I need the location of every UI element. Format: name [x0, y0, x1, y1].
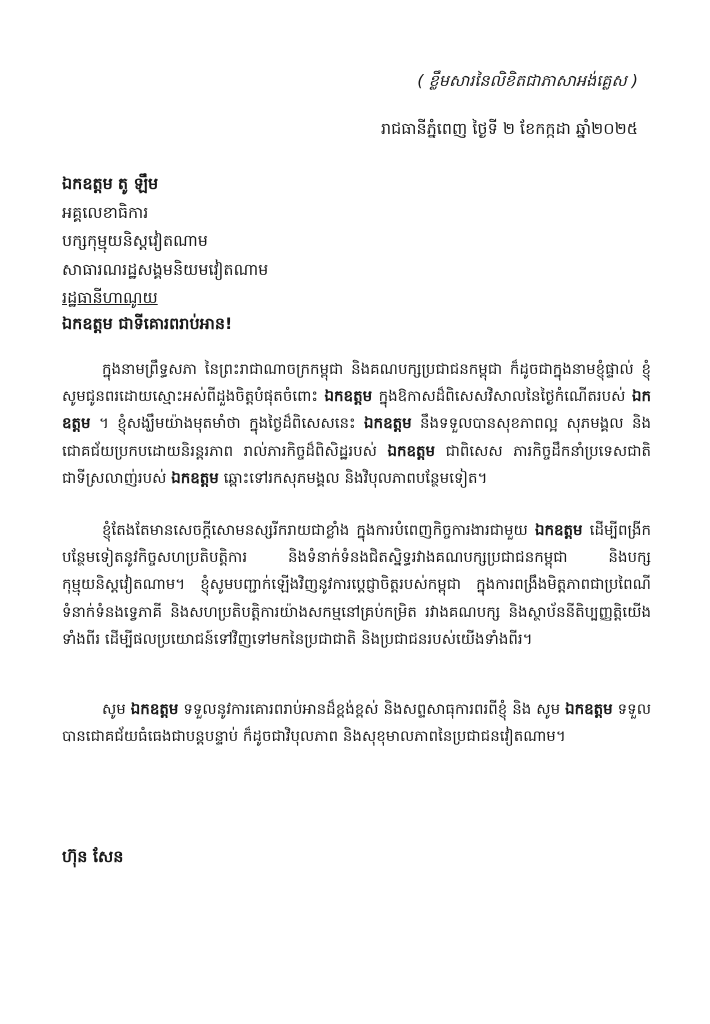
p2-text-2: ដើម្បីពង្រីកបន្ថែមទៀតនូវកិច្ចសហប្រតិបត្តិការ និងទំនាក់ទំនងជិតស្និទ្ធរវាងគណបក្សប្រជាជនកម្ពុជា និងបក្សកុម្មុយនិស្តវៀតណាម។ ខ្ញុំសូមបញ្ជាក់ឡើងវិញនូវការប្តេជ្ញាចិត្តរបស់កម្ពុជា ក្នុងការពង្រឹងមិត្តភាពជាប្រពៃណី ទំនាក់ទំនងទ្វេភាគី និងសហប្រតិបត្តិការយ៉ាងសកម្មនៅគ្រប់កម្រិត រវាងគណបក្ស និងស្ថាប័ននីតិប្បញ្ញត្តិយើងទាំងពីរ ដើម្បីផលប្រយោជន៍ទៅវិញទៅមកនៃប្រជាជាតិ និងប្រជាជនរបស់យើងទាំងពីរ។: [62, 521, 651, 648]
addressee-city: រដ្ឋធានីហាណូយ: [62, 288, 158, 307]
p1-text-3: ។ ខ្ញុំសង្ឃឹមយ៉ាងមុតមាំថា ក្នុងថ្ងៃដ៏ពិសេសនេះ: [90, 414, 365, 433]
p1-text-2: ក្នុងឱកាសដ៏ពិសេសវិសាលនៃថ្ងៃកំណើតរបស់: [372, 387, 632, 406]
signature-name: ហ៊ុន សែន: [62, 847, 124, 866]
body-paragraph-2: [62, 517, 651, 653]
body-paragraph-3: [62, 696, 651, 750]
p2-text-1: ខ្ញុំតែងតែមានសេចក្តីសោមនស្សរីករាយជាខ្លាំង ក្នុងការបំពេញកិច្ចការងារជាមួយ: [102, 521, 535, 539]
p1-text-6: ឆ្ពោះទៅរកសុភមង្គល និងវិបុលភាពបន្ថែមទៀត។: [218, 468, 488, 487]
p1-honorific-2: ឯកឧត្តម: [62, 387, 651, 433]
p3-text-2: ទទួលនូវការគោរពរាប់អានដ៏ខ្ពង់ខ្ពស់ និងសព្ទសាធុការពរពីខ្ញុំ និង សូម: [178, 700, 566, 718]
p3-honorific-2: ឯកឧត្តម: [565, 700, 613, 718]
translation-note: ( ខ្លឹមសារនៃលិខិតជាភាសាអង់គ្លេស ): [417, 71, 638, 90]
body-paragraph-1: [62, 356, 651, 492]
addressee-block: [62, 170, 652, 313]
addressee-position: អគ្គលេខាធិការ: [62, 202, 149, 222]
p1-honorific-1: ឯកឧត្តម: [324, 387, 373, 406]
p1-text-5: ជាពិសេស ភារកិច្ចដឹកនាំប្រទេសជាតិជាទីស្រលាញ់របស់: [62, 441, 652, 487]
addressee-name-line: [62, 170, 652, 199]
p1-text-4: នឹងទទួលបានសុខភាពល្អ សុភមង្គល និងជោគជ័យប្រកបដោយនិរន្តរភាព រាល់ភារកិច្ចដ៏ពិសិដ្ឋរបស់: [62, 414, 651, 460]
letter-date: រាជធានីភ្នំពេញ ថ្ងៃទី ២ ខែកក្កដា ឆ្នាំ២០២៥: [380, 119, 638, 138]
p3-honorific-1: ឯកឧត្តម: [130, 700, 179, 718]
p1-text-1: ក្នុងនាមព្រឹទ្ធសភា នៃព្រះរាជាណាចក្រកម្ពុជា និងគណបក្សប្រជាជនកម្ពុជា ក៏ដូចជាក្នុងនាមខ្ញុំផ្ទាល់ ខ្ញុំសូមជូនពរដោយស្មោះអស់ពីដួងចិត្តបំផុតចំពោះ: [62, 360, 651, 406]
p1-honorific-4: ឯកឧត្តម: [387, 441, 436, 460]
addressee-party: បក្សកុម្មុយនិស្តវៀតណាម: [62, 231, 208, 250]
addressee-name: តូ ឡឹម: [117, 174, 159, 193]
p1-honorific-3: ឯកឧត្តម: [364, 414, 412, 433]
letter-greeting: ឯកឧត្តម ជាទីគោរពរាប់អាន!: [62, 314, 233, 333]
p2-honorific-1: ឯកឧត្តម: [534, 521, 583, 539]
addressee-title: ឯកឧត្តម: [62, 174, 113, 193]
addressee-country: សាធារណរដ្ឋសង្គមនិយមវៀតណាម: [62, 259, 269, 279]
p3-text-3: ទទួលបានជោគជ័យធំធេងជាបន្តបន្ទាប់ ក៏ដូចជាវិបុលភាព និងសុខុមាលភាពនៃប្រជាជនវៀតណាម។: [62, 700, 651, 746]
p1-honorific-5: ឯកឧត្តម: [171, 468, 219, 487]
p3-text-1: សូម: [102, 700, 131, 718]
